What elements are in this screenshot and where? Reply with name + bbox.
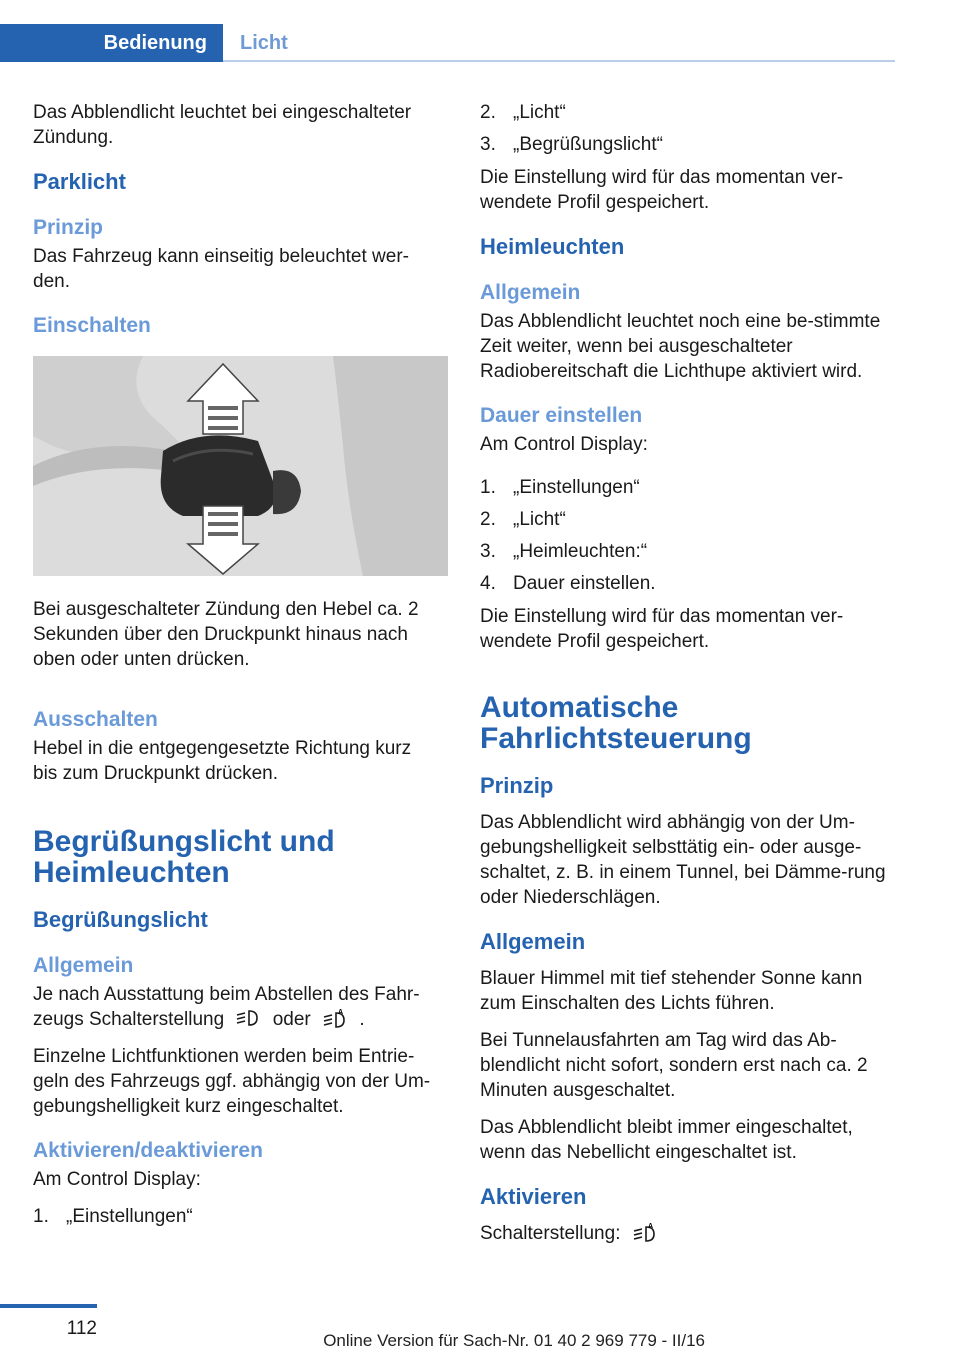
prinzip-heading-right: Prinzip xyxy=(480,773,554,798)
allgemein2-text3: Das Abblendlicht bleibt immer eingeschaltet, wenn das Nebellicht eingeschaltet ist. xyxy=(480,1117,853,1163)
aktivieren-deaktivieren-heading: Aktivieren/deaktivieren xyxy=(33,1139,263,1162)
svg-text:A: A xyxy=(647,1223,653,1230)
list-item xyxy=(480,132,900,157)
list-number: 1. xyxy=(480,477,496,498)
allgemein-text2: Einzelne Lichtfunktionen werden beim Entrie-geln des Fahrzeugs ggf. abhängig von der Um-gebungshelligkeit kurz eingeschaltet. xyxy=(33,1046,431,1117)
auto-title-line1: Automatische xyxy=(480,691,679,724)
list-text: „Begrüßungslicht“ xyxy=(513,134,663,155)
svg-text:A: A xyxy=(338,1009,344,1016)
allgemein-heading-right: Allgemein xyxy=(480,281,581,304)
allgemein2-text1: Blauer Himmel mit tief stehender Sonne kann zum Einschalten des Lichts führen. xyxy=(480,968,863,1014)
list-text: „Licht“ xyxy=(513,102,566,123)
header-divider xyxy=(223,60,895,62)
allgemein2-text2: Bei Tunnelausfahrten am Tag wird das Ab-blendlicht nicht sofort, sondern erst nach ca. 2 Minuten ausgeschaltet. xyxy=(480,1030,868,1101)
tab-bedienung[interactable]: Bedienung xyxy=(0,24,223,62)
list-text: „Licht“ xyxy=(513,509,566,530)
ausschalten-heading: Ausschalten xyxy=(33,708,158,731)
allgemein-text-a: Je nach Ausstattung beim Abstellen des Fahr-zeugs Schalterstellung xyxy=(33,984,420,1030)
dauer-einstellen-heading: Dauer einstellen xyxy=(480,404,643,427)
list-number: 2. xyxy=(480,102,496,123)
allgemein-text-end: . xyxy=(359,1009,365,1030)
begruessungslicht-heading: Begrüßungslicht xyxy=(33,907,208,932)
low-beam-switch-icon xyxy=(235,1008,261,1028)
tab-licht[interactable]: Licht xyxy=(240,31,288,54)
saved-profile-text-2: Die Einstellung wird für das momentan ver-wendete Profil gespeichert. xyxy=(480,606,844,652)
header-bar xyxy=(0,0,960,62)
right-column xyxy=(480,100,900,1258)
page-number: 112 xyxy=(66,1318,97,1339)
heimleuchten-heading: Heimleuchten xyxy=(480,234,625,259)
auto-title-line2: Fahrlichtsteuerung xyxy=(480,722,752,755)
steering-lever-illustration xyxy=(33,356,448,576)
footer-rule xyxy=(0,1304,97,1308)
prinzip-text: Das Fahrzeug kann einseitig beleuchtet wer-den. xyxy=(33,246,409,292)
list-text: „Einstellungen“ xyxy=(66,1206,193,1227)
automatische-fahrlichtsteuerung-heading xyxy=(480,692,900,754)
list-number: 2. xyxy=(480,509,496,530)
list-text: „Einstellungen“ xyxy=(513,477,640,498)
allgemein-text-oder: oder xyxy=(272,1009,311,1030)
list-item xyxy=(480,475,900,500)
einschalten-heading: Einschalten xyxy=(33,314,151,337)
auto-light-switch-icon xyxy=(632,1222,658,1242)
section-title-line2: Heimleuchten xyxy=(33,856,230,889)
list-item xyxy=(480,507,900,532)
allgemein-text xyxy=(33,982,449,1032)
section-title-line1: Begrüßungslicht und xyxy=(33,825,335,858)
list-item xyxy=(480,100,900,125)
heimleuchten-text: Das Abblendlicht leuchtet noch eine be-stimmte Zeit weiter, wenn bei ausgeschalteter Radiobereitschaft die Lichthupe aktiviert wird. xyxy=(480,311,881,382)
saved-profile-text: Die Einstellung wird für das momentan ver-wendete Profil gespeichert. xyxy=(480,167,844,213)
auto-light-switch-icon xyxy=(322,1008,348,1028)
ausschalten-text: Hebel in die entgegengesetzte Richtung kurz bis zum Druckpunkt drücken. xyxy=(33,738,412,784)
list-item xyxy=(33,1204,449,1229)
list-text: „Heimleuchten:“ xyxy=(513,541,648,562)
list-number: 1. xyxy=(33,1206,49,1227)
parklicht-heading: Parklicht xyxy=(33,169,126,194)
aktivieren-heading: Aktivieren xyxy=(480,1184,587,1209)
dauer-list xyxy=(480,475,900,596)
prinzip-text-right: Das Abblendlicht wird abhängig von der Um-gebungshelligkeit selbsttätig ein- oder ausge-schaltet, z. B. in einem Tunnel, bei Dämme-rung oder Niederschlägen. xyxy=(480,812,886,908)
allgemein-heading: Allgemein xyxy=(33,954,134,977)
figure-caption: Bei ausgeschalteter Zündung den Hebel ca. 2 Sekunden über den Druckpunkt hinaus nach oben oder unten drücken. xyxy=(33,599,419,670)
list-text: Dauer einstellen. xyxy=(513,573,656,594)
list-item xyxy=(480,539,900,564)
list-item xyxy=(480,571,900,596)
dauer-text: Am Control Display: xyxy=(480,434,648,455)
aktivieren-text: Am Control Display: xyxy=(33,1169,201,1190)
einstellungen-list-left xyxy=(33,1204,449,1229)
list-number: 3. xyxy=(480,134,496,155)
begruessung-list-continued xyxy=(480,100,900,157)
allgemein2-heading: Allgemein xyxy=(480,929,586,954)
schalterstellung-label: Schalterstellung: xyxy=(480,1223,621,1244)
prinzip-heading: Prinzip xyxy=(33,216,104,239)
online-version-text: Online Version für Sach-Nr. 01 40 2 969 779 - II/16 xyxy=(323,1331,705,1350)
list-number: 3. xyxy=(480,541,496,562)
aktivieren-text-right xyxy=(480,1221,900,1246)
list-number: 4. xyxy=(480,573,496,594)
intro-text: Das Abblendlicht leuchtet bei eingeschalteter Zündung. xyxy=(33,102,412,148)
left-column xyxy=(33,100,449,1237)
begruessung-heimleuchten-heading xyxy=(33,826,449,888)
